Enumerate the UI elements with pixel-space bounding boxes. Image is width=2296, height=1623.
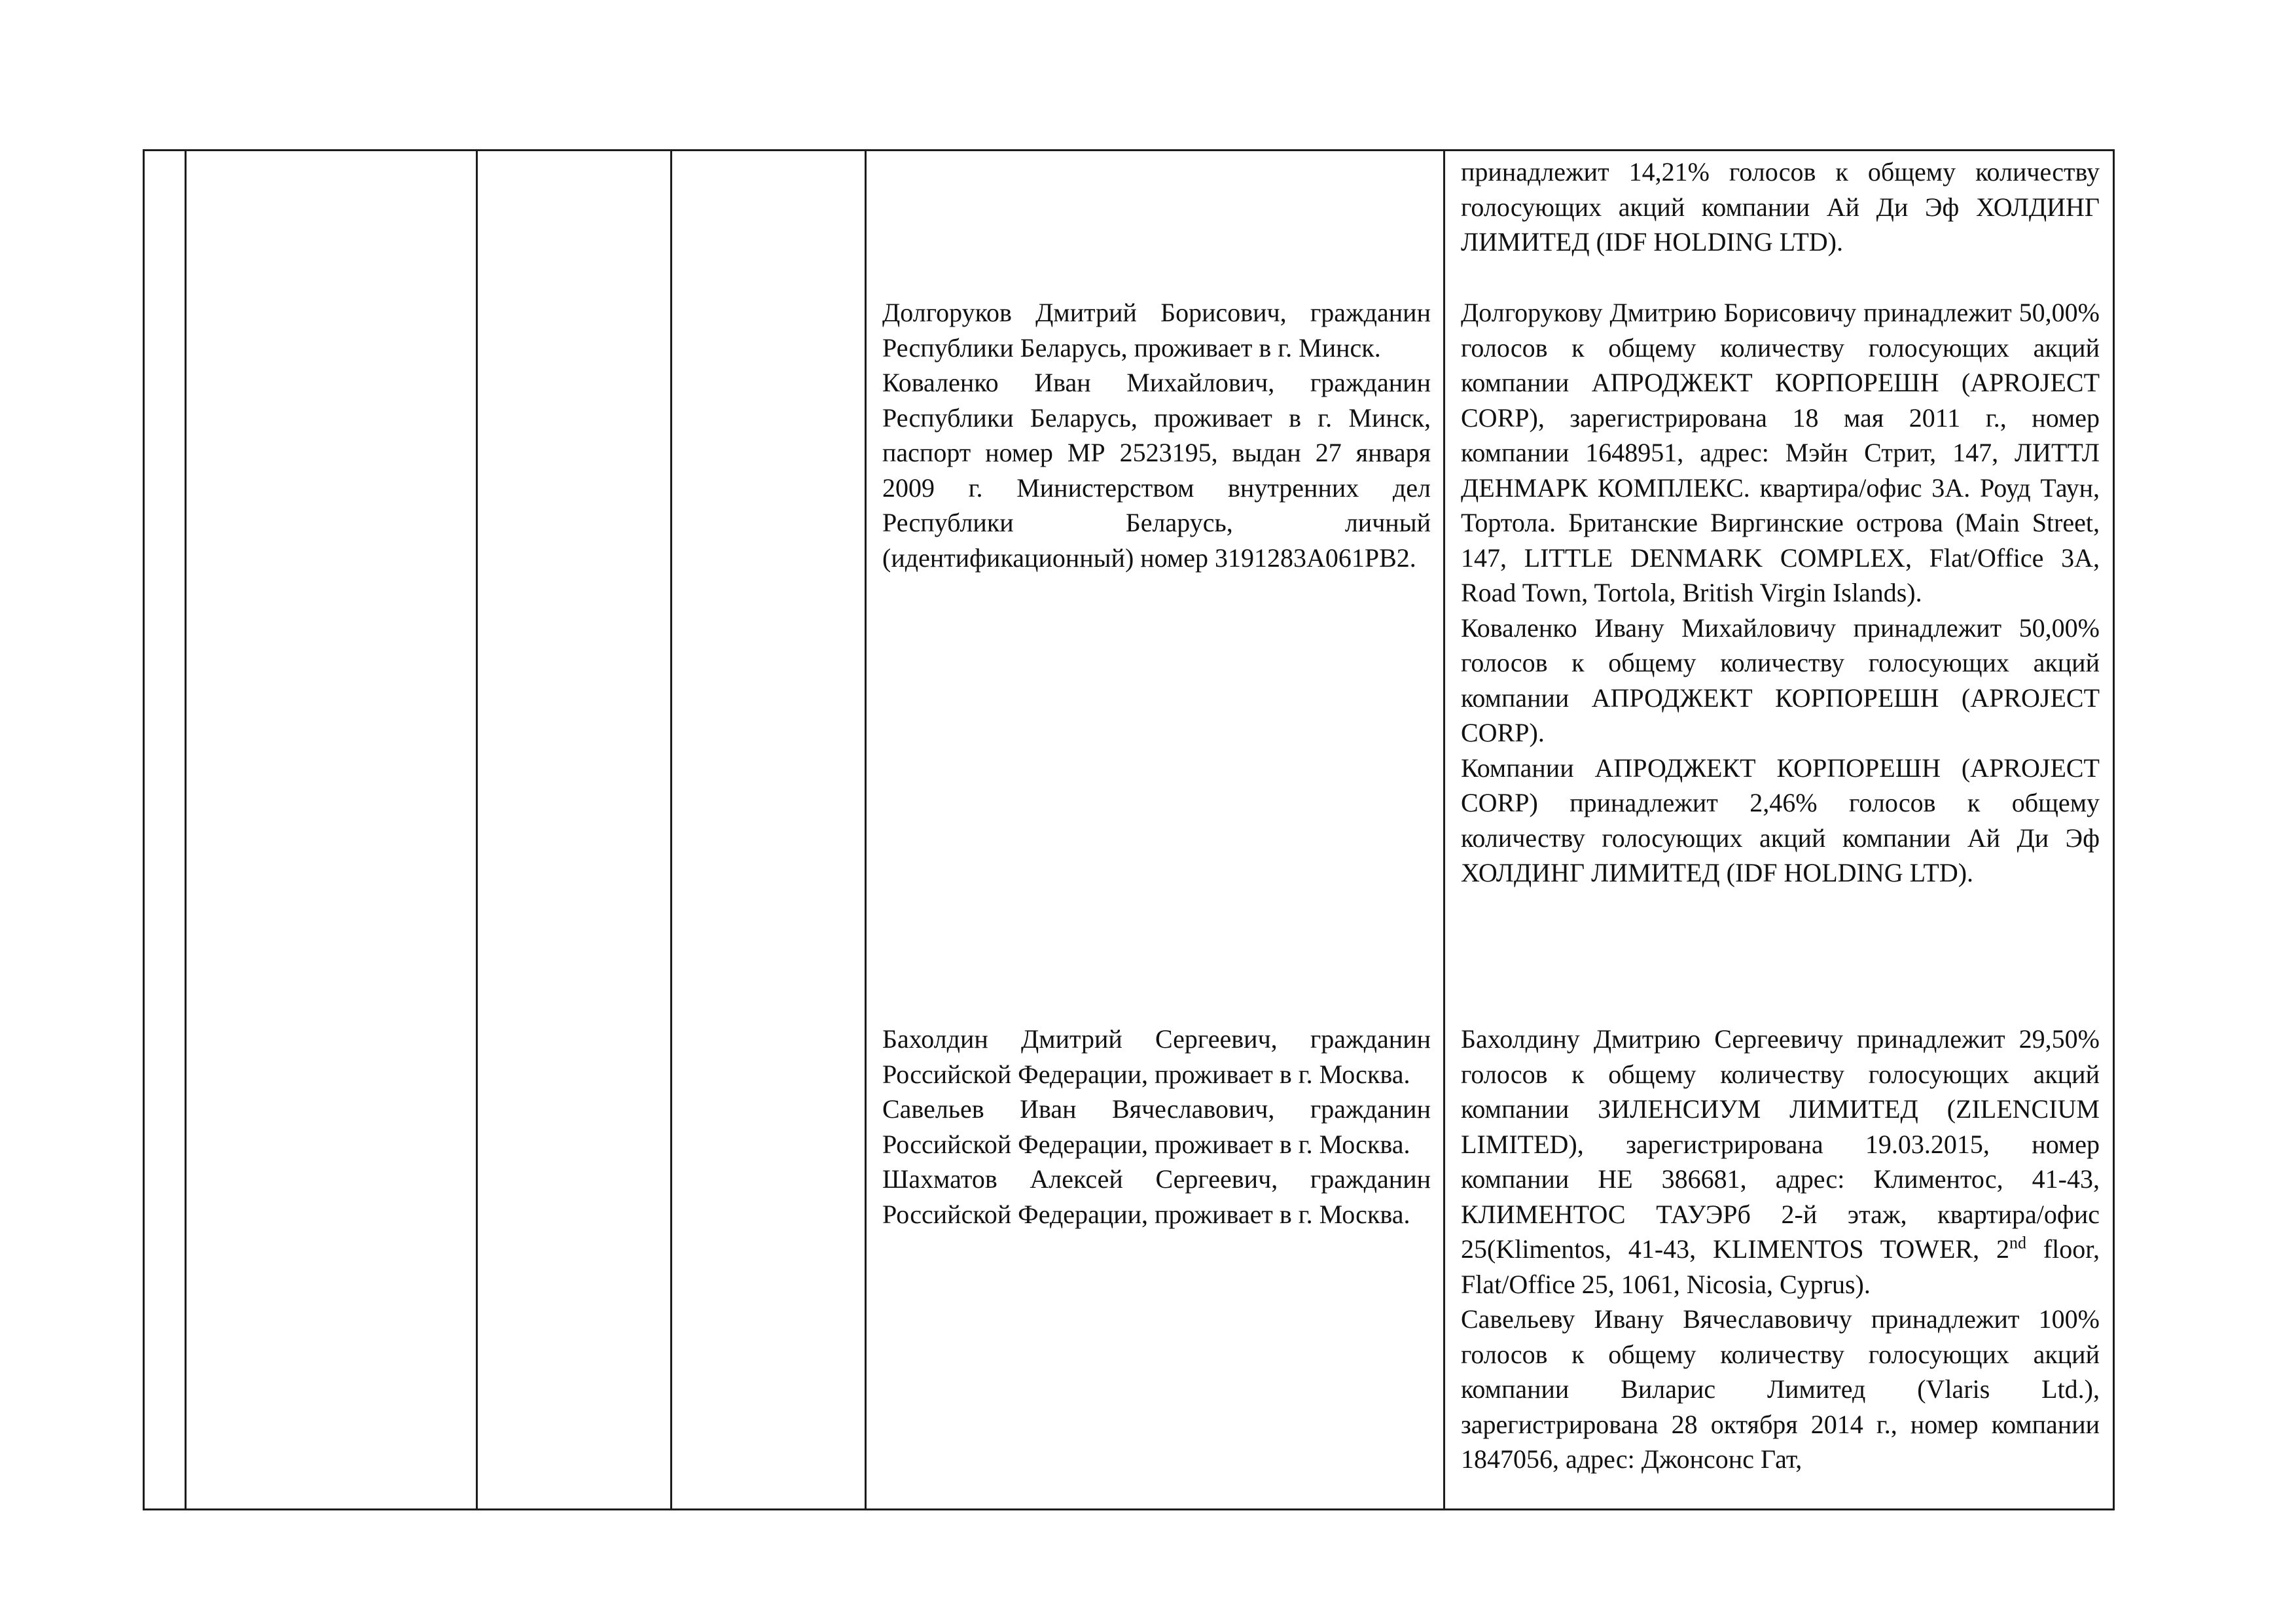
ordinal-superscript: nd (2009, 1233, 2026, 1253)
row-1-ownership (1461, 295, 2100, 891)
top-ownership-continuation (1461, 154, 2100, 260)
row-2-persons (882, 1022, 1431, 1232)
table-column-divider-1 (185, 149, 187, 1510)
table-column-divider-2 (476, 149, 478, 1510)
ownership-text: Долгорукову Дмитрию Борисовичу принадлежит 50,00% голосов к общему количеству голосующих акций компании АПРОДЖЕКТ КОРПОРЕШН (APROJECT CORP), зарегистрирована 18 мая 2011 г., номер компании 1648951, адрес: Мэйн Стрит, 147, ЛИТТЛ ДЕНМАРК КОМПЛЕКС. квартира/офис 3А. Роуд Таун, Тортола. Британские Виргинские острова (Main Street, 147, LITTLE DENMARK COMPLEX, Flat/Office 3A, Road Town, Tortola, British Virgin Islands). (1461, 298, 2100, 607)
ownership-text: Компании АПРОДЖЕКТ КОРПОРЕШН (APROJECT CORP) принадлежит 2,46% голосов к общему количеству голосующих акций компании Ай Ди Эф ХОЛДИНГ ЛИМИТЕД (IDF HOLDING LTD). (1461, 753, 2100, 887)
ownership-text (1461, 1022, 2100, 1302)
table-column-divider-3 (670, 149, 672, 1510)
person-text: Савельев Иван Вячеславович, гражданин Российской Федерации, проживает в г. Москва. (882, 1094, 1431, 1159)
ownership-text: Коваленко Ивану Михайловичу принадлежит 50,00% голосов к общему количеству голосующих акций компании АПРОДЖЕКТ КОРПОРЕШН (APROJECT CORP). (1461, 613, 2100, 747)
ownership-text: Савельеву Ивану Вячеславовичу принадлежит 100% голосов к общему количеству голосующих акций компании Виларис Лимитед (Vlaris Ltd.), зарегистрирована 28 октября 2014 г., номер компании 1847056, адрес: Джонсонс Гат, (1461, 1304, 2100, 1474)
person-text: Шахматов Алексей Сергеевич, гражданин Российской Федерации, проживает в г. Москва. (882, 1164, 1431, 1229)
person-text: Бахолдин Дмитрий Сергеевич, гражданин Российской Федерации, проживает в г. Москва. (882, 1024, 1431, 1089)
table-column-divider-5 (1443, 149, 1445, 1510)
row-2-ownership (1461, 1022, 2100, 1477)
person-text: Долгоруков Дмитрий Борисович, гражданин Республики Беларусь, проживает в г. Минск. (882, 298, 1431, 363)
table-column-divider-4 (865, 149, 867, 1510)
row-1-persons (882, 295, 1431, 575)
ownership-text: принадлежит 14,21% голосов к общему количеству голосующих акций компании Ай Ди Эф ХОЛДИНГ ЛИМИТЕД (IDF HOLDING LTD). (1461, 157, 2100, 257)
person-text: Коваленко Иван Михайлович, гражданин Республики Беларусь, проживает в г. Минск, паспорт номер МР 2523195, выдан 27 января 2009 г. Министерством внутренних дел Республики Беларусь, личный (идентификационный) номер 3191283А061РВ2. (882, 368, 1431, 573)
ownership-text-part: Бахолдину Дмитрию Сергеевичу принадлежит 29,50% голосов к общему количеству голосующих акций компании ЗИЛЕНСИУМ ЛИМИТЕД (ZILENCIUM LIMITED), зарегистрирована 19.03.2015, номер компании НЕ 386681, адрес: Климентос, 41-43, КЛИМЕНТОС ТАУЭРб 2-й этаж, квартира/офис 25(Klimentos, 41-43, KLIMENTOS TOWER, 2 (1461, 1024, 2100, 1264)
ownership-text-part: floor, Flat/Office 25, 1061, Nicosia, Cyprus). (1461, 1234, 2100, 1299)
